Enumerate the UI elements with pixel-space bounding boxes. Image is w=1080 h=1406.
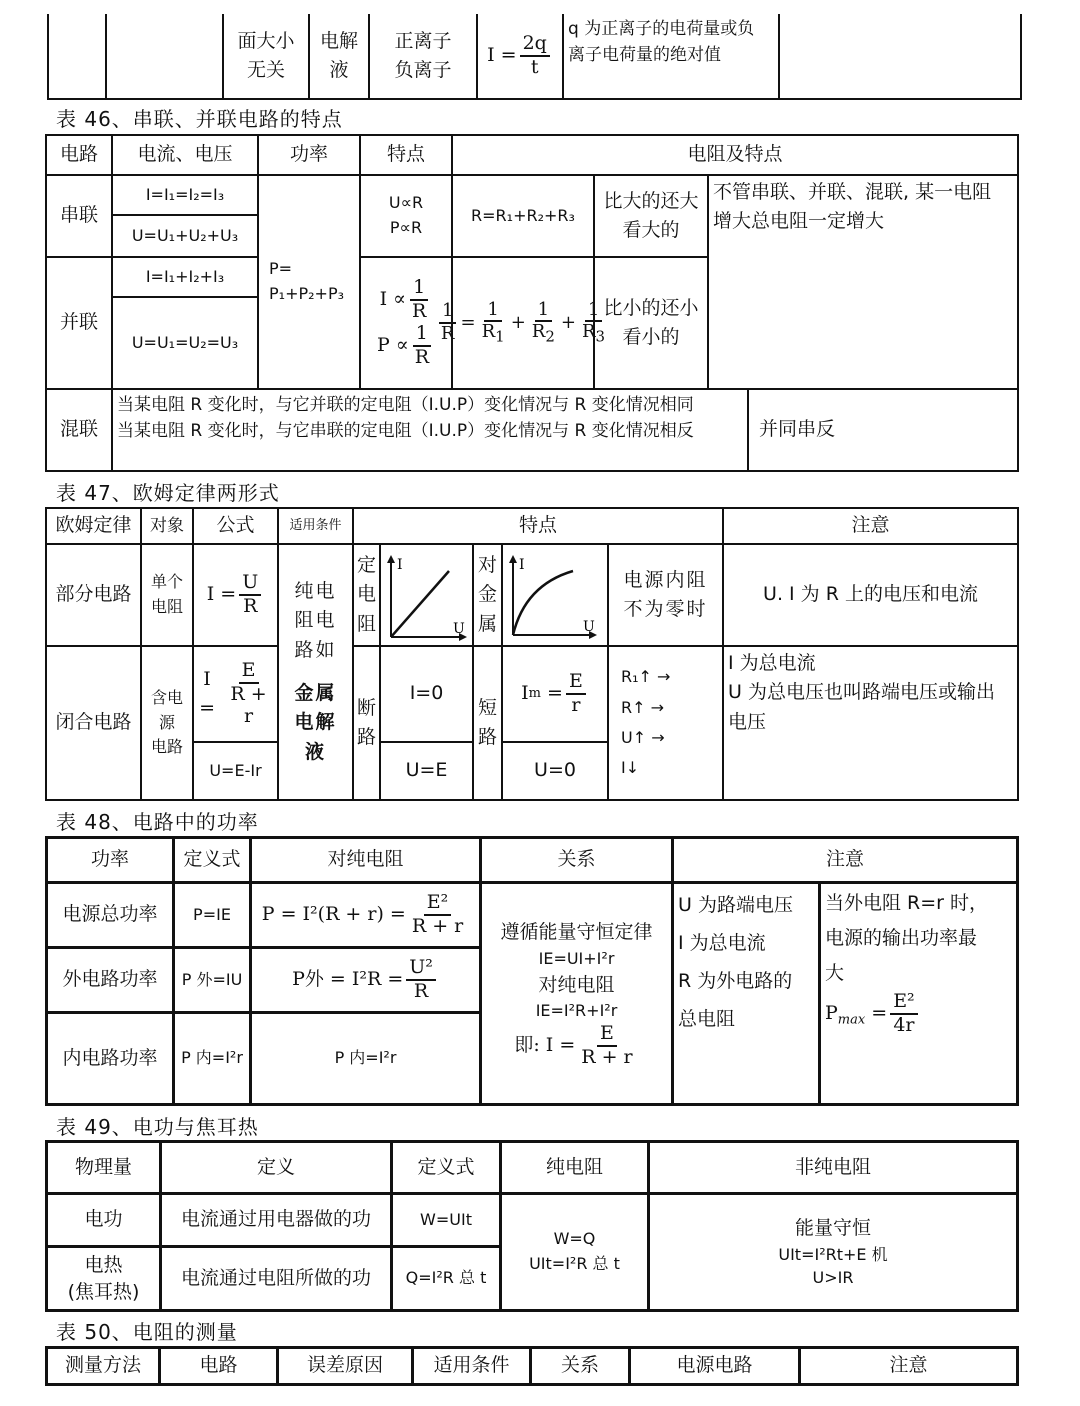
linear-axis-i: I [397, 557, 403, 573]
t47-tag1-l2: 电 [356, 583, 376, 606]
t46-h-feature: 特点 [359, 134, 453, 176]
t49-pure [499, 1192, 650, 1312]
t47-partial-label: 部分电路 [45, 543, 142, 647]
t49-pure-l1: W=Q [553, 1229, 596, 1249]
t47-arrow-l4: I↓ [621, 758, 640, 778]
t48-row1-label: 电源总功率 [45, 881, 175, 949]
t47-graph-linear [379, 543, 474, 647]
t46-series-f1: U∝R [388, 193, 424, 213]
t46-series-u: U=U₁+U₂+U₃ [111, 214, 259, 258]
t47-tag-short [472, 645, 503, 801]
t47-h-note: 注意 [722, 507, 1019, 545]
t46-mixed-note: 并同串反 [747, 388, 1019, 472]
t46-parallel-i: I=I₁+I₂+I₃ [111, 256, 259, 298]
t48-pmax-num: E² [890, 991, 918, 1015]
t47-h-object: 对象 [140, 507, 194, 545]
t47-closed-formula-den: R + r [230, 683, 267, 727]
t46-h-circuit: 电路 [45, 134, 113, 176]
t46-series-r: R=R₁+R₂+R₃ [451, 174, 595, 258]
t48-pmax-den: 4r [893, 1014, 915, 1037]
t47-cond-l5: 电解 [294, 711, 337, 734]
t48-note2-l2: 电源的输出功率最 [825, 927, 978, 950]
t46-parallel-u: U=U₁=U₂=U₃ [111, 296, 259, 390]
t48-row1-def: P=IE [172, 881, 252, 949]
top-cell-3 [222, 14, 310, 100]
t47-closed-formula [192, 645, 279, 743]
top-note-l2: 离子电荷量的绝对值 [568, 45, 721, 66]
t48-relation-l5-den: R + r [581, 1046, 633, 1068]
t49-heat-l2: (焦耳热) [67, 1280, 140, 1303]
t48-note2-l1: 当外电阻 R=r 时， [825, 892, 989, 914]
top-note-l1: q 为正离子的电荷量或负 [568, 19, 755, 39]
t47-cond-l4: 金属 [294, 682, 337, 704]
top-note [562, 14, 780, 100]
t49-work-label: 电功 [45, 1192, 162, 1248]
t47-partial-note: U. I 为 R 上的电压和电流 [722, 543, 1019, 647]
t47-short-i: I m = $\frac{E}{r}$ [501, 645, 609, 743]
t47-cond [277, 543, 354, 801]
t49-heat-formula: Q=I²R 总 t [390, 1245, 502, 1312]
t48-relation-l5-num: E [597, 1023, 617, 1047]
t46-power [257, 174, 361, 390]
t47-partial-formula-num: U [239, 572, 261, 596]
curve-axis-i: I [519, 557, 525, 573]
top-cell-1 [47, 14, 107, 100]
t47-partial-formula-den: R [243, 595, 258, 617]
t47-tag1-l1: 定 [356, 553, 376, 576]
t48-note1-l2: I 为总电流 [678, 932, 766, 954]
t47-h-law: 欧姆定律 [45, 507, 142, 545]
t48-row3-pure: P 内=I²r [249, 1011, 482, 1106]
t47-closed-object [140, 645, 194, 801]
t50-h-source: 电源电路 [628, 1346, 801, 1386]
t46-series-label: 串联 [45, 174, 113, 258]
t47-partial-obj-l1: 单个 [150, 572, 183, 592]
metal-iu-graph [503, 545, 607, 645]
t47-h-formula: 公式 [192, 507, 279, 545]
t47-short-i-sub: m [528, 685, 541, 701]
t47-open-l1: 断 [356, 696, 376, 719]
t46-parallel-f2-num: 1 [413, 323, 431, 347]
t47-arrows [607, 645, 724, 801]
t47-closed-obj-l1: 含电 [150, 687, 183, 707]
t48-h-power: 功率 [45, 836, 175, 884]
t46-general-l2: 增大总电阻一定增大 [713, 210, 885, 233]
t47-h-cond: 适用条件 [277, 507, 354, 545]
t48-note1 [671, 881, 821, 1106]
t47-tag-open [352, 645, 381, 801]
t49-nonpure-l2: UIt=I²Rt+E 机 [778, 1244, 888, 1264]
t46-parallel-f2-den: R [414, 345, 429, 368]
t46-parallel-note-l1: 比小的还小 [603, 296, 699, 319]
top-c4-l1: 电解 [319, 29, 358, 52]
t47-arrow-l2: R↑ → [621, 697, 665, 717]
t46-parallel-r: $\frac{1}{R}$ = $\frac{1}{R_1}$ + $\frac{1}{R_2}$ + $\frac{1}{R_3}$ [451, 256, 595, 390]
t48-row3-label: 内电路功率 [45, 1011, 175, 1106]
t47-closed-note [722, 645, 1019, 801]
t48-note2-l3: 大 [825, 962, 845, 985]
t47-partial-object [140, 543, 194, 647]
t47-closed-formula2: U=E-Ir [192, 741, 279, 801]
t48-pmax: P [825, 1002, 838, 1025]
t47-tag-metal [472, 543, 503, 647]
t46-mixed-l2: 当某电阻 R 变化时，与它串联的定电阻（I.U.P）变化情况与 R 变化情况相反 [117, 421, 694, 442]
curve-axis-u: U [583, 619, 595, 635]
t47-closed-note-l3: 电压 [728, 710, 767, 733]
t46-general [707, 174, 1019, 390]
t46-mixed-l1: 当某电阻 R 变化时，与它并联的定电阻（I.U.P）变化情况与 R 变化情况相同 [117, 395, 694, 415]
t46-parallel-note [593, 256, 709, 390]
top-cell-4 [308, 14, 370, 100]
t48-title: 表 48、电路中的功率 [56, 810, 259, 834]
t48-pmax-sub: max [837, 1013, 866, 1029]
t48-relation-l5-lhs: 即: I = [514, 1034, 576, 1056]
t47-short-u: U=0 [501, 741, 609, 801]
linear-axis-u: U [453, 621, 465, 637]
t48-row1-pure-num: E² [424, 892, 452, 916]
t48-row2-def: P 外=IU [172, 946, 252, 1014]
t47-closed-formula-num: E [239, 660, 259, 684]
t49-h-formula: 定义式 [390, 1140, 502, 1195]
t48-relation [479, 881, 674, 1106]
top-c4-l2: 液 [329, 59, 349, 81]
t47-internal-l2: 不为零时 [623, 598, 708, 620]
t48-row3-def: P 内=I²r [172, 1011, 252, 1106]
t48-note1-l1: U 为路端电压 [678, 894, 793, 916]
t47-short-den: r [571, 694, 581, 716]
t48-relation-l1: 遵循能量守恒定律 [500, 921, 653, 944]
t49-heat-l1: 电热 [84, 1253, 123, 1276]
t46-parallel-f2: P ∝ [377, 333, 409, 356]
t47-tag-resistor [352, 543, 381, 647]
t49-h-pure: 纯电阻 [499, 1140, 650, 1195]
t48-row1-pure-den: R + r [411, 915, 464, 937]
t47-closed-note-l2: U 为总电压也叫路端电压或输出 [728, 681, 995, 704]
t47-title: 表 47、欧姆定律两形式 [56, 481, 280, 505]
t47-arrow-l1: R₁↑ → [621, 667, 671, 687]
t46-parallel-note-l2: 看小的 [622, 326, 680, 348]
top-formula-num: 2q [520, 33, 550, 57]
t48-row1-pure [249, 881, 482, 949]
t47-graph-curve [501, 543, 609, 647]
t48-row2-pure-den: R [413, 980, 429, 1002]
t47-h-feature: 特点 [352, 507, 724, 545]
t47-cond-l2: 阻电 [294, 609, 337, 632]
t49-h-def: 定义 [159, 1140, 393, 1195]
t48-note1-l3: R 为外电路的 [678, 970, 793, 992]
t49-pure-l2: UIt=I²R 总 t [529, 1254, 620, 1273]
t47-closed-obj-l3: 电路 [150, 737, 183, 757]
t48-row2-pure-num: U² [406, 957, 436, 981]
top-formula-den: t [530, 56, 539, 78]
t48-row2-pure-lhs: P外 = I²R = [292, 968, 404, 991]
t47-partial-formula [192, 543, 279, 647]
t47-short-i-lhs: I [521, 682, 529, 705]
t47-short-l2: 路 [477, 726, 497, 748]
t49-h-nonpure: 非纯电阻 [647, 1140, 1019, 1195]
t47-short-l1: 短 [477, 696, 497, 719]
t46-parallel-f1: I ∝ [379, 288, 407, 311]
t47-internal-l1: 电源内阻 [623, 568, 708, 591]
t46-mixed-desc [111, 388, 749, 472]
t49-work-formula: W=UIt [390, 1192, 502, 1248]
t49-nonpure [647, 1192, 1019, 1312]
t48-row1-pure-lhs: P = I²(R + r) = [261, 903, 406, 926]
top-c5-l2: 负离子 [394, 59, 452, 81]
t46-title: 表 46、串联、并联电路的特点 [56, 107, 343, 131]
t46-series-note-l1: 比大的还大 [603, 189, 699, 212]
t47-closed-note-l1: I 为总电流 [728, 652, 816, 674]
top-formula [476, 14, 564, 100]
t47-arrow-l3: U↑ → [621, 728, 665, 747]
t47-partial-obj-l2: 电阻 [150, 597, 183, 616]
t46-h-iu: 电流、电压 [111, 134, 259, 176]
t47-closed-label: 闭合电路 [45, 645, 142, 801]
t47-tag1-l3: 阻 [356, 612, 376, 635]
top-c5-l1: 正离子 [394, 29, 452, 52]
t48-relation-l2: IE=UI+I²r [538, 948, 615, 968]
t46-series-feature [359, 174, 453, 258]
t47-closed-formula-lhs: I = [199, 667, 216, 719]
t46-parallel-f1-den: R [412, 300, 427, 323]
t46-parallel-label: 并联 [45, 256, 113, 390]
t49-nonpure-l3: U>IR [812, 1267, 854, 1287]
t47-short-num: E [566, 671, 586, 695]
t47-cond-l1: 纯电 [294, 579, 337, 602]
t48-row2-label: 外电路功率 [45, 946, 175, 1014]
t46-parallel-f1-num: 1 [410, 277, 428, 301]
t49-heat-label [45, 1245, 162, 1312]
t48-relation-l4: IE=I²R+I²r [535, 1001, 618, 1021]
t48-row2-pure [249, 946, 482, 1014]
t46-mixed-label: 混联 [45, 388, 113, 472]
t46-h-resist: 电阻及特点 [451, 134, 1019, 176]
t46-power-l2: P₁+P₂+P₃ [269, 284, 344, 303]
t47-open-i: I=0 [379, 645, 474, 743]
top-formula-lhs: I = [487, 44, 517, 67]
t47-cond-l6: 液 [304, 740, 326, 763]
t48-h-relation: 关系 [479, 836, 674, 884]
t50-h-cond: 适用条件 [411, 1346, 532, 1386]
top-cell-2 [105, 14, 224, 100]
t50-h-relation: 关系 [529, 1346, 631, 1386]
t47-closed-obj-l2: 源 [158, 712, 175, 732]
top-c3-l2: 无关 [246, 59, 285, 81]
t50-h-circuit: 电路 [158, 1346, 279, 1386]
t48-note2: 当外电阻 R=r 时， 电源的输出功率最 大 $P_{max}$ = $\frac{\text{E²}}{4r}$ [818, 881, 1019, 1106]
t49-h-qty: 物理量 [45, 1140, 162, 1195]
top-c3-l1: 面大小 [237, 29, 295, 52]
t47-open-l2: 路 [356, 726, 376, 748]
t48-relation-l3: 对纯电阻 [538, 973, 615, 996]
t46-series-note-l2: 看大的 [622, 219, 680, 241]
t50-h-note: 注意 [798, 1346, 1019, 1386]
t50-title: 表 50、电阻的测量 [56, 1320, 238, 1344]
t48-note1-l4: 总电阻 [678, 1008, 736, 1030]
t48-h-note: 注意 [671, 836, 1019, 884]
t47-open-u: U=E [379, 741, 474, 801]
t47-tag2-l3: 属 [477, 612, 497, 635]
t49-heat-def: 电流通过电阻所做的功 [159, 1245, 393, 1312]
t46-series-note [593, 174, 709, 258]
t47-internal [607, 543, 724, 647]
t47-partial-formula-lhs: I = [206, 583, 237, 606]
top-cell-5 [368, 14, 478, 100]
t46-series-i: I=I₁=I₂=I₃ [111, 174, 259, 216]
t46-power-l1: P= [269, 259, 293, 279]
t49-nonpure-l1: 能量守恒 [794, 1217, 871, 1240]
linear-iu-graph [381, 545, 472, 645]
t50-h-method: 测量方法 [45, 1346, 161, 1386]
t46-general-l1: 不管串联、并联、混联, 某一电阻 [713, 181, 992, 203]
t49-title: 表 49、电功与焦耳热 [56, 1115, 259, 1139]
t47-tag2-l1: 对 [477, 553, 497, 576]
t46-h-power: 功率 [257, 134, 361, 176]
t50-h-error: 误差原因 [276, 1346, 414, 1386]
t47-tag2-l2: 金 [477, 583, 497, 606]
top-cell-7 [778, 14, 1022, 100]
t49-work-def: 电流通过用电器做的功 [159, 1192, 393, 1248]
t47-cond-l3: 路如 [294, 638, 337, 661]
t48-h-pure: 对纯电阻 [249, 836, 482, 884]
t46-series-f2: P∝R [389, 218, 423, 237]
t48-h-def: 定义式 [172, 836, 252, 884]
